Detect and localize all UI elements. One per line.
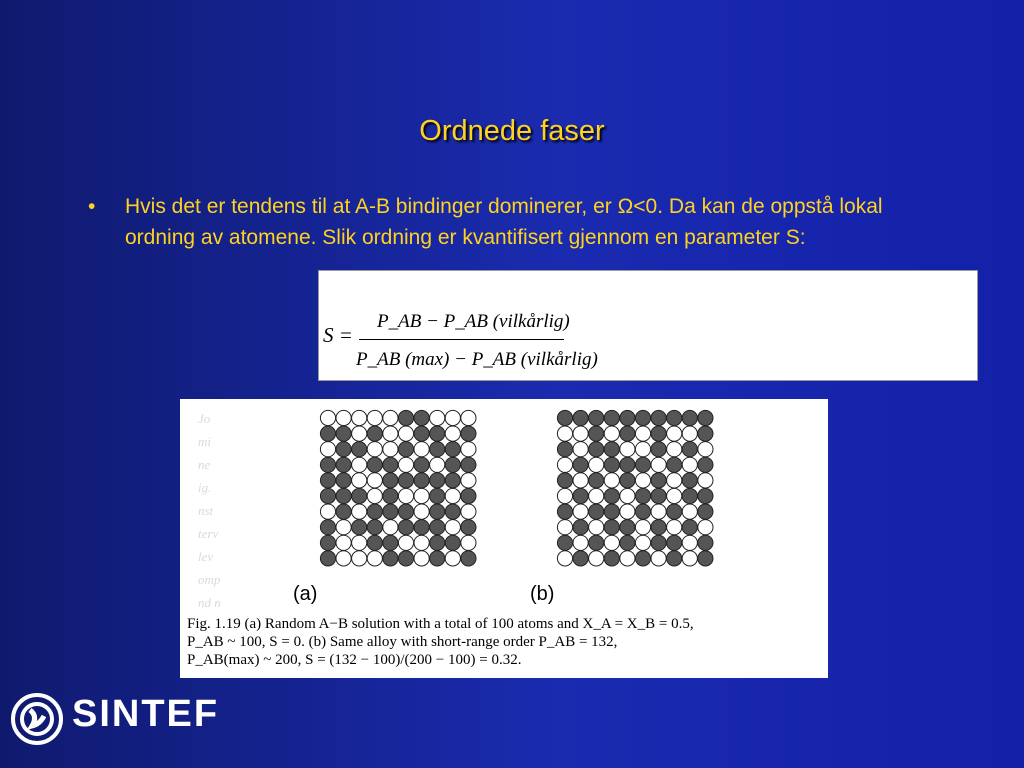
lattice-a-atom: [320, 426, 335, 441]
lattice-a-atom: [430, 504, 445, 519]
lattice-b-atom: [573, 504, 588, 519]
lattice-a-atom: [367, 504, 382, 519]
lattice-a-atom: [398, 520, 413, 535]
lattice-b-atom: [698, 504, 713, 519]
lattice-b-atom: [620, 504, 635, 519]
lattice-a-atom: [352, 410, 367, 425]
lattice-a-atom: [461, 520, 476, 535]
lattice-b-atom: [604, 488, 619, 503]
lattice-a-atom: [383, 488, 398, 503]
lattice-a-atom: [445, 535, 460, 550]
lattice-b-atom: [589, 551, 604, 566]
formula-box: [318, 270, 978, 381]
lattice-a-atom: [461, 551, 476, 566]
lattice-b-atom: [635, 457, 650, 472]
slide-title: Ordnede faser: [419, 115, 605, 147]
lattice-b-atom: [557, 551, 572, 566]
label-a: (a): [293, 583, 318, 605]
lattice-b-atom: [682, 457, 697, 472]
lattice-a-atom: [414, 457, 429, 472]
lattice-b-atom: [682, 410, 697, 425]
lattice-b-atom: [682, 535, 697, 550]
lattice-a-atom: [320, 442, 335, 457]
lattice-a-atom: [367, 535, 382, 550]
lattice-a-atom: [430, 410, 445, 425]
lattice-a-atom: [352, 535, 367, 550]
lattice-b-atom: [589, 488, 604, 503]
lattice-a-atom: [430, 473, 445, 488]
lattice-b-atom: [573, 488, 588, 503]
lattice-b-atom: [667, 551, 682, 566]
lattice-a-atom: [320, 457, 335, 472]
lattice-b-atom: [698, 551, 713, 566]
lattice-b-atom: [635, 488, 650, 503]
lattice-b-atom: [635, 535, 650, 550]
lattice-a-atom: [445, 488, 460, 503]
lattice-a-atom: [398, 535, 413, 550]
lattice-b-atom: [604, 473, 619, 488]
lattice-a-atom: [367, 551, 382, 566]
lattice-b-atom: [604, 426, 619, 441]
fraction-bar: [359, 339, 564, 340]
formula-numerator: P_AB − P_AB (vilkårlig): [377, 311, 570, 332]
lattice-b-atom: [651, 426, 666, 441]
lattice-a-atom: [445, 551, 460, 566]
lattice-a-atom: [430, 488, 445, 503]
lattice-a-atom: [414, 442, 429, 457]
lattice-b-atom: [589, 410, 604, 425]
lattice-a-atom: [414, 473, 429, 488]
lattice-b-atom: [620, 442, 635, 457]
lattice-a-atom: [320, 535, 335, 550]
lattice-b-atom: [667, 426, 682, 441]
lattice-b-atom: [667, 410, 682, 425]
lattice-a-atom: [352, 504, 367, 519]
lattice-b-atom: [620, 473, 635, 488]
lattice-b-atom: [620, 551, 635, 566]
lattice-b-atom: [682, 442, 697, 457]
lattice-a-atom: [383, 473, 398, 488]
lattice-a-atom: [414, 426, 429, 441]
lattice-a-atom: [383, 426, 398, 441]
caption-line-1: Fig. 1.19 (a) Random A−B solution with a total of 100 atoms and X_A = X_B = 0.5,: [187, 616, 694, 632]
lattice-a-atom: [336, 488, 351, 503]
lattice-b-atom: [557, 520, 572, 535]
lattice-b-atom: [589, 457, 604, 472]
lattice-a-atom: [398, 410, 413, 425]
lattice-a-atom: [398, 457, 413, 472]
lattice-b-atom: [589, 426, 604, 441]
lattice-b-atom: [589, 535, 604, 550]
lattice-a-atom: [398, 442, 413, 457]
lattice-b-atom: [604, 551, 619, 566]
lattice-b-atom: [604, 457, 619, 472]
lattice-b-atom: [698, 488, 713, 503]
lattice-b-atom: [635, 551, 650, 566]
lattice-a-atom: [430, 520, 445, 535]
lattice-b-atom: [604, 535, 619, 550]
lattice-a-atom: [352, 488, 367, 503]
lattice-b-atom: [667, 457, 682, 472]
figure-panel: [180, 399, 828, 678]
lattice-a-atom: [367, 442, 382, 457]
lattice-a-atom: [445, 442, 460, 457]
lattice-a-atom: [336, 535, 351, 550]
lattice-b-atom: [620, 535, 635, 550]
lattice-a-atom: [414, 410, 429, 425]
lattice-a-atom: [430, 457, 445, 472]
lattice-a-atom: [430, 551, 445, 566]
lattice-a-atom: [383, 457, 398, 472]
lattice-a-atom: [367, 473, 382, 488]
lattice-a-atom: [352, 442, 367, 457]
caption-line-2: P_AB ~ 100, S = 0. (b) Same alloy with short-range order P_AB = 132,: [187, 634, 618, 650]
lattice-b-atom: [557, 504, 572, 519]
lattice-a-atom: [336, 473, 351, 488]
lattice-a-atom: [445, 457, 460, 472]
lattice-b-atom: [573, 535, 588, 550]
formula-lhs: S =: [323, 323, 353, 347]
lattice-a-atom: [352, 551, 367, 566]
lattice-a-atom: [367, 520, 382, 535]
lattice-b-atom: [620, 426, 635, 441]
lattice-b-atom: [698, 473, 713, 488]
lattice-a-atom: [445, 410, 460, 425]
lattice-b-atom: [604, 504, 619, 519]
lattice-b-atom: [635, 410, 650, 425]
lattice-b-atom: [557, 473, 572, 488]
lattice-b-atom: [667, 520, 682, 535]
lattice-a-atom: [352, 473, 367, 488]
lattice-a-atom: [398, 473, 413, 488]
lattice-a-atom: [398, 504, 413, 519]
lattice-b-atom: [682, 551, 697, 566]
lattice-a-atom: [367, 426, 382, 441]
lattice-a-atom: [336, 410, 351, 425]
lattice-b-atom: [604, 442, 619, 457]
lattice-a-atom: [430, 535, 445, 550]
lattice-a-atom: [445, 426, 460, 441]
lattice-a-atom: [445, 520, 460, 535]
lattice-a-atom: [320, 410, 335, 425]
lattice-b-atom: [635, 520, 650, 535]
lattice-b-atom: [635, 473, 650, 488]
lattice-b-atom: [589, 520, 604, 535]
lattice-b-atom: [698, 442, 713, 457]
lattice-b-atom: [651, 442, 666, 457]
lattice-b-atom: [698, 520, 713, 535]
lattice-b-atom: [557, 410, 572, 425]
lattice-b-atom: [589, 442, 604, 457]
lattice-b-atom: [573, 520, 588, 535]
lattice-b-atom: [698, 535, 713, 550]
lattice-b-atom: [667, 473, 682, 488]
formula-denominator: P_AB (max) − P_AB (vilkårlig): [356, 349, 598, 370]
lattice-b-atom: [557, 488, 572, 503]
lattice-a-atom: [445, 504, 460, 519]
lattice-a-atom: [461, 410, 476, 425]
lattice-a-atom: [398, 426, 413, 441]
lattice-b-atom: [573, 551, 588, 566]
lattice-b-atom: [651, 504, 666, 519]
lattice-a-atom: [445, 473, 460, 488]
lattice-b-atom: [667, 442, 682, 457]
lattice-b-atom: [620, 410, 635, 425]
lattice-a-atom: [352, 520, 367, 535]
bullet-text: Hvis det er tendens til at A-B bindinger dominerer, er Ω<0. Da kan de oppstå lokal ordning av atomene. Slik ordning er kvantifisert gjennom en parameter S:: [125, 195, 883, 249]
lattice-a-atom: [336, 426, 351, 441]
lattice-b-atom: [620, 457, 635, 472]
lattice-b-atom: [682, 473, 697, 488]
lattice-b-atom: [651, 520, 666, 535]
lattice-b-atom: [620, 520, 635, 535]
lattice-a-atom: [383, 520, 398, 535]
lattice-a-atom: [414, 551, 429, 566]
lattice-b-atom: [573, 473, 588, 488]
lattice-b-atom: [589, 473, 604, 488]
caption-line-3: P_AB(max) ~ 200, S = (132 − 100)/(200 − 100) = 0.32.: [187, 652, 522, 668]
lattice-a-atom: [320, 473, 335, 488]
lattice-a-atom: [383, 442, 398, 457]
lattice-a-atom: [414, 535, 429, 550]
lattice-a-atom: [461, 535, 476, 550]
lattice-b-atom: [604, 520, 619, 535]
lattice-a-atom: [398, 551, 413, 566]
lattice-b-atom: [651, 473, 666, 488]
lattice-a-atom: [336, 457, 351, 472]
lattice-a-atom: [320, 520, 335, 535]
lattice-a-atom: [398, 488, 413, 503]
lattice-a-atom: [461, 488, 476, 503]
lattice-b-atom: [557, 426, 572, 441]
lattice-b-atom: [557, 457, 572, 472]
lattice-b-atom: [573, 457, 588, 472]
lattice-a-atom: [336, 520, 351, 535]
lattice-b-atom: [667, 488, 682, 503]
lattice-b-atom: [635, 504, 650, 519]
lattice-a-atom: [367, 488, 382, 503]
lattice-a-atom: [320, 551, 335, 566]
bullet-dot: •: [88, 195, 96, 218]
lattice-a-atom: [383, 504, 398, 519]
lattice-b-atom: [635, 442, 650, 457]
lattice-a-atom: [414, 520, 429, 535]
lattice-a-atom: [336, 551, 351, 566]
figure-caption: [187, 615, 819, 669]
lattice-a-atom: [461, 426, 476, 441]
lattice-b-atom: [620, 488, 635, 503]
lattice-a-atom: [367, 410, 382, 425]
lattice-b-atom: [682, 488, 697, 503]
atom-lattice-figure: [180, 399, 828, 609]
lattice-b-atom: [557, 535, 572, 550]
sintef-logo-icon: [8, 690, 66, 748]
sintef-logo-text: SINTEF: [72, 693, 220, 735]
lattice-b-atom: [635, 426, 650, 441]
lattice-a-atom: [430, 442, 445, 457]
lattice-b-atom: [651, 551, 666, 566]
lattice-b-atom: [682, 504, 697, 519]
lattice-a-atom: [320, 504, 335, 519]
lattice-a-atom: [461, 504, 476, 519]
faded-background-text: Jo mi ne ig. nst terv lev omp nd n: [198, 411, 221, 610]
lattice-a-atom: [383, 551, 398, 566]
lattice-b-atom: [573, 426, 588, 441]
lattice-a-atom: [430, 426, 445, 441]
lattice-a-atom: [414, 504, 429, 519]
lattice-b-atom: [651, 457, 666, 472]
lattice-b-atom: [698, 457, 713, 472]
lattice-b-atom: [651, 410, 666, 425]
lattice-b-atom: [557, 442, 572, 457]
lattice-a-atom: [336, 504, 351, 519]
lattice-b-atom: [682, 520, 697, 535]
lattice-a-atom: [352, 457, 367, 472]
lattice-b-atom: [604, 410, 619, 425]
lattice-a-atom: [367, 457, 382, 472]
lattice-a-atom: [461, 442, 476, 457]
lattice-a-atom: [320, 488, 335, 503]
lattice-a-atom: [352, 426, 367, 441]
lattice-b-atom: [682, 426, 697, 441]
lattice-b-atom: [573, 442, 588, 457]
lattice-b-atom: [651, 535, 666, 550]
lattice-a-atom: [414, 488, 429, 503]
lattice-a-atom: [383, 410, 398, 425]
label-b: (b): [530, 583, 555, 605]
lattice-a-atom: [336, 442, 351, 457]
lattice-b-atom: [698, 426, 713, 441]
lattice-b-atom: [667, 504, 682, 519]
lattice-b-atom: [667, 535, 682, 550]
lattice-a-atom: [461, 473, 476, 488]
lattice-a-atom: [383, 535, 398, 550]
lattice-b-atom: [573, 410, 588, 425]
lattice-b-atom: [698, 410, 713, 425]
lattice-a-atom: [461, 457, 476, 472]
lattice-b-atom: [589, 504, 604, 519]
lattice-b-atom: [651, 488, 666, 503]
